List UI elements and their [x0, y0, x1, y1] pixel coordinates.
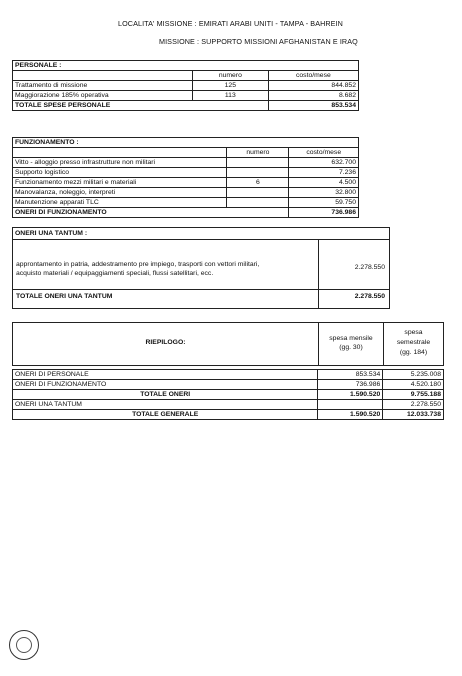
funzionamento-row-num — [227, 188, 289, 198]
funzionamento-row-label: Funzionamento mezzi militari e materiali — [15, 179, 137, 186]
funzionamento-table — [12, 137, 359, 218]
funzionamento-row-num — [227, 168, 289, 178]
riepilogo-col-semester — [384, 328, 443, 358]
riepilogo-una-tantum-semester: 2.278.550 — [383, 400, 443, 410]
funzionamento-row-num — [227, 158, 289, 168]
totale-generale-semester: 12.033.738 — [383, 410, 443, 420]
riepilogo-title: RIEPILOGO: — [145, 339, 186, 346]
una-tantum-total-rule — [13, 289, 389, 290]
personale-row-label: Trattamento di missione — [15, 82, 88, 89]
totale-generale-label: TOTALE GENERALE — [132, 411, 199, 418]
funzionamento-row-label: Vitto - alloggio presso infrastrutture non militari — [15, 159, 156, 166]
totale-generale-monthly: 1.590.520 — [318, 410, 383, 420]
personale-col-num: numero — [192, 71, 268, 81]
personale-row-label: Maggiorazione 185% operativa — [15, 92, 109, 99]
riepilogo-table — [12, 369, 444, 420]
riepilogo-col-monthly-line2: (gg. 30) — [339, 344, 363, 351]
personale-col-cost: costo/mese — [268, 71, 358, 81]
funzionamento-row-cost: 7.236 — [289, 168, 358, 178]
funzionamento-total-value: 736.986 — [289, 208, 358, 218]
personale-total-label: TOTALE SPESE PERSONALE — [15, 102, 111, 109]
riepilogo-header — [12, 322, 444, 366]
riepilogo-row-label: ONERI DI PERSONALE — [15, 371, 89, 378]
una-tantum-title: ONERI UNA TANTUM : — [13, 228, 389, 240]
funzionamento-row-num: 6 — [227, 178, 289, 188]
totale-oneri-monthly: 1.590.520 — [318, 390, 383, 400]
personale-row-num: 125 — [192, 81, 268, 91]
riepilogo-col-monthly — [319, 334, 383, 352]
una-tantum-table — [12, 227, 390, 309]
totale-oneri-label: TOTALE ONERI — [140, 391, 191, 398]
funzionamento-row-cost: 4.500 — [289, 178, 358, 188]
funzionamento-row-cost: 59.750 — [289, 198, 358, 208]
funzionamento-col-num: numero — [227, 148, 289, 158]
mission-line: MISSIONE : SUPPORTO MISSIONI AFGHANISTAN E IRAQ — [159, 37, 358, 46]
riepilogo-row-semester: 4.520.180 — [383, 380, 443, 390]
riepilogo-col-semester-line3: (gg. 184) — [399, 349, 428, 356]
riepilogo-una-tantum-monthly — [318, 400, 383, 410]
personale-title: PERSONALE : — [15, 62, 62, 69]
personale-table — [12, 60, 359, 111]
una-tantum-total-label: TOTALE ONERI UNA TANTUM — [16, 293, 113, 300]
funzionamento-row-cost: 32.800 — [289, 188, 358, 198]
riepilogo-col-semester-line1: spesa — [404, 329, 423, 336]
funzionamento-row-cost: 632.700 — [289, 158, 358, 168]
una-tantum-desc-line2: acquisto materiali / equipaggiamenti speciali, flussi satellitari, ecc. — [16, 270, 214, 277]
personale-row-num: 113 — [192, 91, 268, 101]
stamp-seal — [9, 630, 39, 660]
funzionamento-title: FUNZIONAMENTO : — [15, 139, 79, 146]
funzionamento-col-cost: costo/mese — [289, 148, 358, 158]
una-tantum-description — [16, 260, 259, 278]
una-tantum-value: 2.278.550 — [354, 264, 385, 271]
riepilogo-row-label: ONERI DI FUNZIONAMENTO — [15, 381, 107, 388]
riepilogo-col-semester-line2: semestrale — [396, 339, 431, 346]
riepilogo-row-monthly: 736.986 — [318, 380, 383, 390]
funzionamento-row-label: Supporto logistico — [15, 169, 70, 176]
funzionamento-row-label: Manutenzione apparati TLC — [15, 199, 99, 206]
riepilogo-col-monthly-line1: spesa mensile — [329, 335, 373, 342]
riepilogo-una-tantum-label: ONERI UNA TANTUM — [15, 401, 82, 408]
riepilogo-row-semester: 5.235.008 — [383, 370, 443, 380]
una-tantum-divider — [318, 239, 319, 308]
personale-row-cost: 8.682 — [268, 91, 358, 101]
una-tantum-total-value: 2.278.550 — [354, 293, 385, 300]
personale-row-cost: 844.852 — [268, 81, 358, 91]
personale-total-value: 853.534 — [268, 101, 358, 111]
riepilogo-row-monthly: 853.534 — [318, 370, 383, 380]
una-tantum-desc-line1: approntamento in patria, addestramento pre impiego, trasporti con vettori militari, — [16, 261, 260, 268]
totale-oneri-semester: 9.755.188 — [383, 390, 443, 400]
funzionamento-row-num — [227, 198, 289, 208]
funzionamento-row-label: Manovalanza, noleggio, interpreti — [15, 189, 116, 196]
location-line: LOCALITA' MISSIONE : EMIRATI ARABI UNITI - TAMPA - BAHREIN — [118, 19, 343, 28]
funzionamento-total-label: ONERI DI FUNZIONAMENTO — [15, 209, 107, 216]
